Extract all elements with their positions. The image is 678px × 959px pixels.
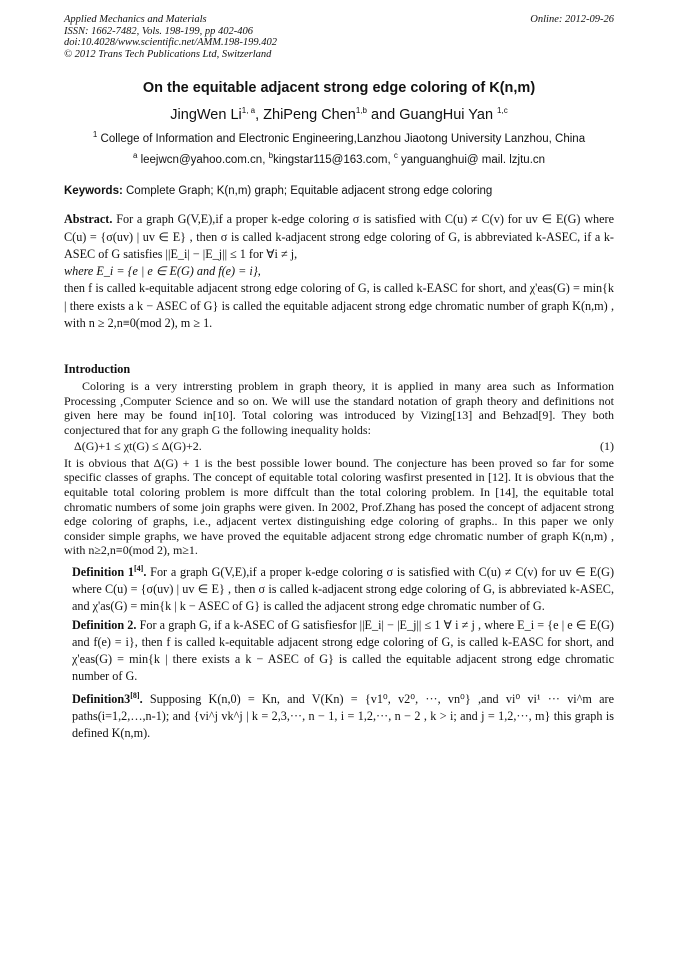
- abstract-line-3: then f is called k-equitable adjacent strong edge coloring of G, is called k-EASC for short, and χ'eas(G) = min{k | there exists a k − ASEC of G} is called the equitable adjacent strong edge chromatic number of graph K(n,m) , with n ≥ 2,n≡0(mod 2), m ≥ 1.: [64, 281, 614, 330]
- definition-2-label: Definition 2.: [72, 618, 137, 633]
- abstract-line-1: For a graph G(V,E),if a proper k-edge coloring σ is satisfied with C(u) ≠ C(v) for uv ∈ E(G) where C(u) = {σ(uv) | uv ∈ E} , then σ is called k-adjacent strong edge coloring of G, is abbreviated k-ASEC, if a k-ASEC of G satisfies ||E_i| − |E_j|| ≤ 1 for ∀i ≠ j,: [64, 212, 614, 261]
- equation-1: [64, 439, 614, 454]
- abstract: [64, 211, 614, 331]
- abstract-label: Abstract.: [64, 212, 113, 227]
- author-name: JingWen Li: [170, 106, 242, 123]
- paper-title: On the equitable adjacent strong edge coloring of K(n,m): [142, 80, 536, 96]
- definition-3: [64, 687, 614, 742]
- intro-paragraph-2: It is obvious that Δ(G) + 1 is the best possible lower bound. The conjecture has been proved so far for some specific classes of graphs. The concept of equitable total coloring wasfirst presented in [12]. It is obvious that the equitable total coloring problem is more diffcult than the total coloring problem. In [14], the equitable total chromatic numbers of some join graphs were given. In 2002, Prof.Zhang has posed the concept of adjacent strong edge coloring of graphs, i.e., adjacent vertex distinguishing edge coloring of graphs.. In this paper we only consider simple graphs, we have proved the equitable adjacent strong edge chromatic number of graph K(n,m) , with n≥2,n≡0(mod 2), m≥1.: [64, 455, 614, 558]
- affiliation-text: College of Information and Electronic Engineering,Lanzhou Jiaotong University Lanzhou, China: [97, 132, 586, 145]
- emails: [64, 151, 614, 166]
- affiliation-sup: 1: [92, 129, 98, 139]
- keywords-text: Complete Graph; K(n,m) graph; Equitable adjacent strong edge coloring: [122, 185, 493, 198]
- author-name: and GuangHui Yan: [366, 106, 498, 123]
- definition-1-cite[interactable]: [4]: [134, 564, 144, 574]
- definition-3-label: Definition3: [72, 692, 131, 707]
- keywords-label: Keywords:: [64, 185, 123, 198]
- author-sup: 1,b: [355, 106, 367, 115]
- copyright: © 2012 Trans Tech Publications Ltd, Switzerland: [64, 48, 272, 60]
- email-sup: a: [132, 150, 138, 160]
- email-sup: c: [393, 150, 398, 160]
- equation-number: (1): [600, 439, 614, 454]
- equation-text: Δ(G)+1 ≤ χt(G) ≤ Δ(G)+2.: [74, 439, 202, 454]
- definition-1: [64, 560, 614, 615]
- email[interactable]: kingstar115@163.com,: [273, 153, 394, 166]
- intro-paragraph-1: Coloring is a very intrersting problem in graph theory, it is applied in many area such as Information Processing ,Computer Science and so on. We will use the standard notation of graph theory and definitions not given here may be found in[10]. Total coloring was introduced by Vizing[13] and Behzad[9]. They both conjectured that for any graph G the following inequality holds:: [64, 378, 614, 437]
- doi[interactable]: doi:10.4028/www.scientific.net/AMM.198-199.402: [64, 37, 277, 48]
- definition-1-text: For a graph G(V,E),if a proper k-edge coloring σ is satisfied with C(u) ≠ C(v) for uv ∈ E(G) where C(u) = {σ(uv) | uv ∈ E} , then σ is called k-adjacent strong edge coloring of G, is abbreviated k-ASEC, and χ'as(G) = min{k | k − ASEC of G} is called the adjacent strong edge chromatic number of G.: [72, 565, 615, 614]
- author-sup: 1, a: [241, 106, 256, 115]
- email[interactable]: yanguanghui@ mail. lzjtu.cn: [397, 153, 546, 166]
- author-name: , ZhiPeng Chen: [255, 106, 356, 123]
- definition-3-dot: .: [139, 692, 143, 707]
- author-list: [64, 106, 614, 123]
- affiliation: [64, 130, 614, 145]
- issn: ISSN: 1662-7482, Vols. 198-199, pp 402-406: [64, 25, 253, 37]
- author-sup: 1,c: [497, 106, 508, 115]
- email-sup: b: [268, 150, 274, 160]
- definition-1-dot: .: [143, 565, 147, 580]
- online-date: Online: 2012-09-26: [530, 14, 614, 25]
- abstract-line-2: where E_i = {e | e ∈ E(G) and f(e) = i},: [64, 264, 261, 279]
- definition-3-cite[interactable]: [8]: [130, 691, 140, 701]
- keywords: [64, 185, 614, 197]
- definition-2: [64, 617, 614, 685]
- definition-1-label: Definition 1: [72, 565, 135, 580]
- definition-2-text: For a graph G, if a k-ASEC of G satisfiesfor ||E_i| − |E_j|| ≤ 1 ∀ i ≠ j , where E_i = {e | e ∈ E(G) and f(e) = i}, then f is called k-equitable adjacent strong edge coloring of G, is called k-EASC for short, and χ'eas(G) = min{k | there exists a k − ASEC of G} is called the equitable adjacent strong edge chromatic number of G.: [72, 618, 614, 684]
- section-heading-introduction: Introduction: [64, 361, 131, 376]
- journal-name: Applied Mechanics and Materials: [64, 14, 207, 25]
- definition-3-text: Supposing K(n,0) = Kn, and V(Kn) = {v1⁰, v2⁰, ···, vn⁰} ,and vi⁰ vi¹ ··· vi^m are paths(i=1,2,…,n-1); and {vi^j vk^j | k = 2,3,···, n − 1, i = 1,2,···, n − 2 , k > i; and j = 1,2,···, m} this graph is defined K(n,m).: [72, 692, 614, 741]
- paper-page: [64, 14, 614, 742]
- email[interactable]: leejwcn@yahoo.com.cn,: [137, 153, 269, 166]
